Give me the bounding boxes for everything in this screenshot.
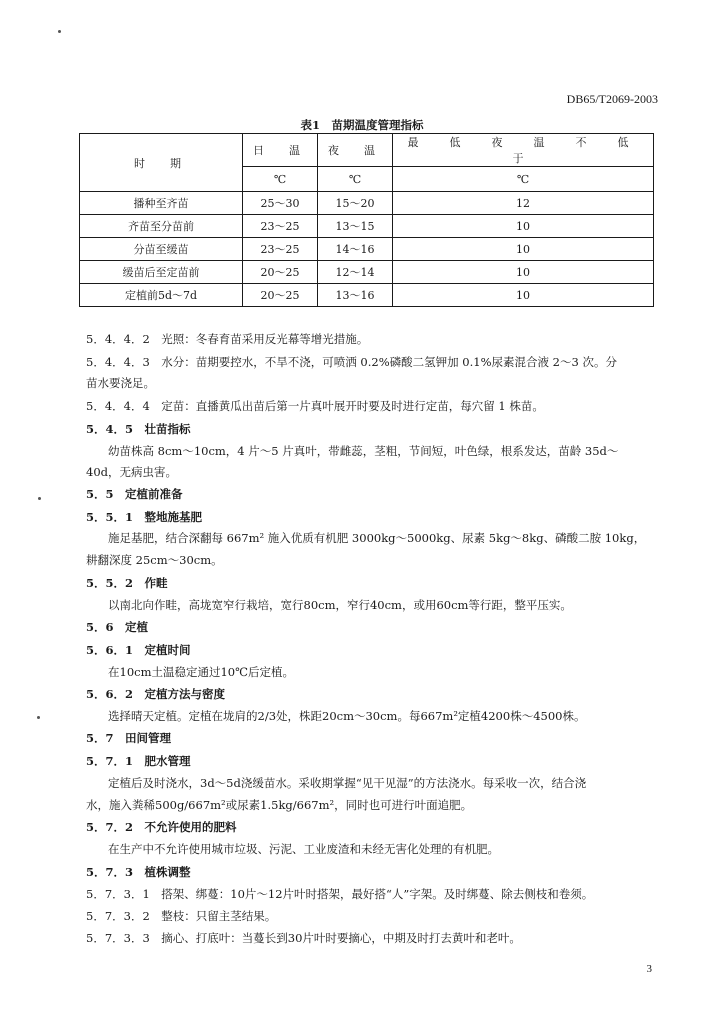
heading-5-7-1: 5．7．1 肥水管理: [86, 754, 191, 768]
heading-5-4-5: 5．4．5 壮苗指标: [86, 422, 191, 436]
page-number: 3: [646, 963, 652, 975]
header-night-temp: 夜 温: [318, 134, 393, 167]
paragraph-line: 水，施入粪稀500g/667m²或尿素1.5kg/667m²，同时也可进行叶面追肥。: [86, 798, 473, 812]
paragraph-line: 选择晴天定植。定植在垅肩的2/3处，株距20cm～30cm。每667m²定植4200株～4500株。: [108, 709, 586, 723]
unit-min: ℃: [393, 167, 654, 192]
cell-night: 13～15: [318, 215, 393, 238]
paragraph-line: 以南北向作畦，高垅宽窄行栽培，宽行80cm，窄行40cm，或用60cm等行距，整平压实。: [108, 598, 572, 612]
table-row: [80, 284, 654, 307]
cell-min: 10: [393, 284, 654, 307]
heading-5-7: 5．7 田间管理: [86, 731, 172, 745]
cell-period: 齐苗至分苗前: [80, 215, 243, 238]
paragraph-line: 苗水要浇足。: [86, 376, 155, 390]
paragraph-line: 在生产中不允许使用城市垃圾、污泥、工业废渣和未经无害化处理的有机肥。: [108, 842, 499, 856]
cell-min: 10: [393, 261, 654, 284]
table-caption: 表1 苗期温度管理指标: [300, 118, 424, 132]
standard-number: DB65/T2069-2003: [566, 92, 658, 106]
heading-5-7-3: 5．7．3 植株调整: [86, 865, 191, 879]
heading-5-7-2: 5．7．2 不允许使用的肥料: [86, 820, 237, 834]
cell-min: 10: [393, 215, 654, 238]
paragraph-line: 施足基肥，结合深翻每 667m² 施入优质有机肥 3000kg～5000kg、尿素 5kg～8kg、磷酸二胺 10kg，: [108, 531, 646, 545]
cell-period: 分苗至缓苗: [80, 238, 243, 261]
header-day-temp: 日 温: [243, 134, 318, 167]
heading-5-5: 5．5 定植前准备: [86, 487, 183, 501]
cell-day: 23～25: [243, 238, 318, 261]
paragraph-line: 40d，无病虫害。: [86, 465, 177, 479]
heading-5-6: 5．6 定植: [86, 620, 149, 634]
cell-day: 23～25: [243, 215, 318, 238]
paragraph-line: 在10cm土温稳定通过10℃后定植。: [108, 665, 294, 679]
heading-5-6-1: 5．6．1 定植时间: [86, 643, 191, 657]
heading-5-6-2: 5．6．2 定植方法与密度: [86, 687, 226, 701]
cell-night: 13～16: [318, 284, 393, 307]
cell-period: 缓苗后至定苗前: [80, 261, 243, 284]
table-row: [80, 261, 654, 284]
heading-5-5-2: 5．5．2 作畦: [86, 576, 168, 590]
cell-night: 15～20: [318, 192, 393, 215]
scan-speck: [38, 497, 41, 500]
unit-day: ℃: [243, 167, 318, 192]
cell-day: 25～30: [243, 192, 318, 215]
cell-day: 20～25: [243, 284, 318, 307]
clause-5-4-4-4: 5．4．4．4 定苗：直播黄瓜出苗后第一片真叶展开时要及时进行定苗，每穴留 1 株苗。: [86, 399, 544, 413]
clause-5-7-3-2: 5．7．3．2 整枝：只留主茎结果。: [86, 909, 277, 923]
table-header-row: [80, 134, 654, 167]
cell-day: 20～25: [243, 261, 318, 284]
paragraph-line: 幼苗株高 8cm～10cm，4 片～5 片真叶，带雌蕊，茎粗，节间短，叶色绿，根系发达，苗龄 35d～: [108, 444, 619, 458]
paragraph-line: 定植后及时浇水，3d～5d浇缓苗水。采收期掌握“见干见湿”的方法浇水。每采收一次，结合浇: [108, 776, 587, 790]
unit-night: ℃: [318, 167, 393, 192]
header-period: 时 期: [80, 134, 243, 192]
scan-speck: [37, 716, 40, 719]
header-min-night-temp: 最 低 夜 温 不 低 于: [393, 134, 654, 167]
clause-5-4-4-2: 5．4．4．2 光照：冬春育苗采用反光幕等增光措施。: [86, 332, 369, 346]
paragraph-line: 耕翻深度 25cm～30cm。: [86, 553, 223, 567]
clause-5-4-4-3: 5．4．4．3 水分：苗期要控水，不旱不浇，可喷洒 0.2%磷酸二氢钾加 0.1%尿素混合液 2～3 次。分: [86, 355, 617, 369]
table-row: [80, 215, 654, 238]
cell-min: 10: [393, 238, 654, 261]
table-row: [80, 238, 654, 261]
table-row: [80, 192, 654, 215]
cell-night: 12～14: [318, 261, 393, 284]
heading-5-5-1: 5．5．1 整地施基肥: [86, 510, 203, 524]
cell-period: 播种至齐苗: [80, 192, 243, 215]
cell-min: 12: [393, 192, 654, 215]
seedling-temperature-table: [79, 133, 660, 307]
cell-night: 14～16: [318, 238, 393, 261]
cell-period: 定植前5d～7d: [80, 284, 243, 307]
clause-5-7-3-1: 5．7．3．1 搭架、绑蔓：10片～12片叶时搭架，最好搭“人”字架。及时绑蔓、除去侧枝和卷须。: [86, 887, 594, 901]
scan-speck: [58, 30, 61, 33]
clause-5-7-3-3: 5．7．3．3 摘心、打底叶：当蔓长到30片叶时要摘心，中期及时打去黄叶和老叶。: [86, 931, 521, 945]
